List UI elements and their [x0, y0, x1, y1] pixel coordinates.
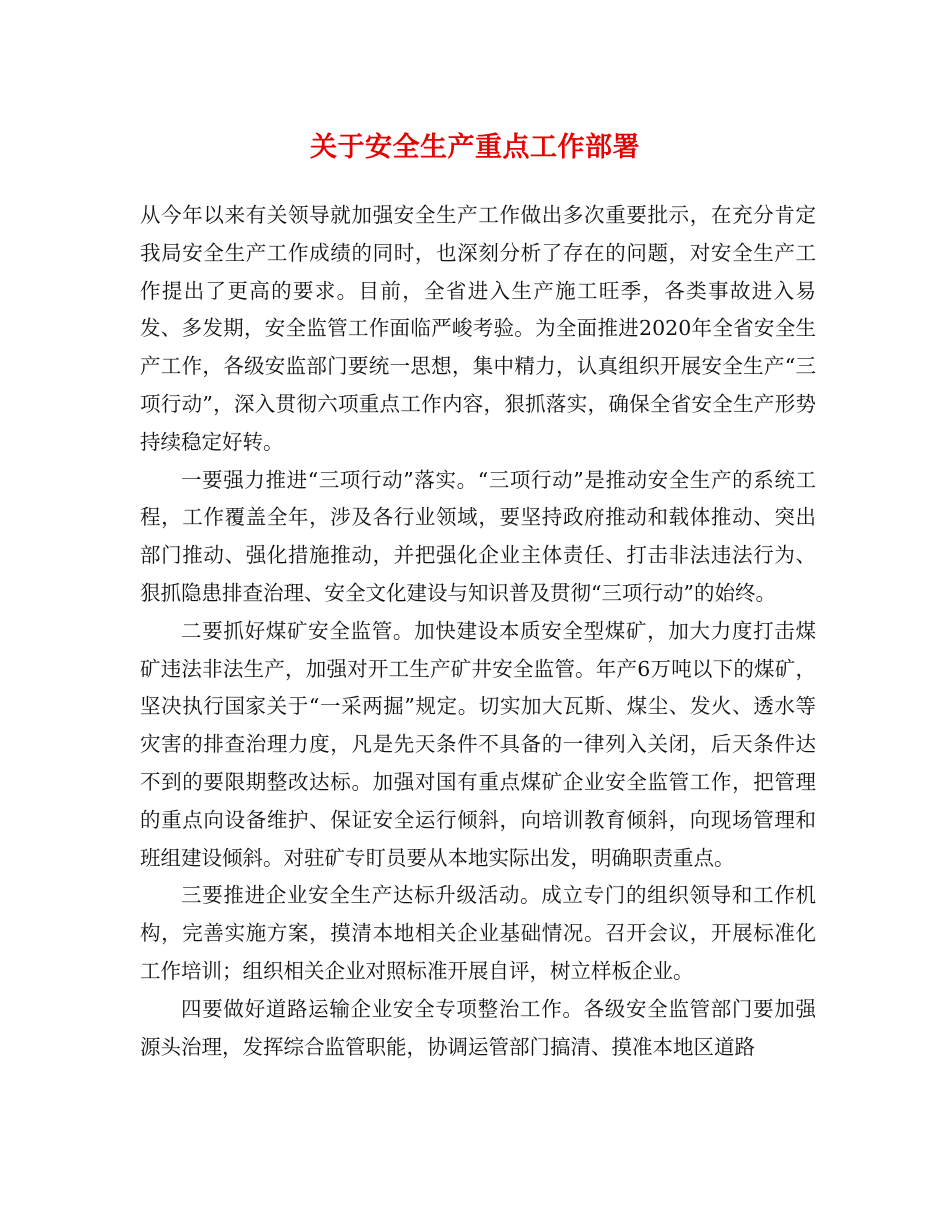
paragraph-item-2: 二要抓好煤矿安全监管。加快建设本质安全型煤矿，加大力度打击煤矿违法非法生产，加强对开工生产矿井安全监管。年产6万吨以下的煤矿，坚决执行国家关于“一采两掘”规定。切实加大瓦斯、煤尘、发火、透水等灾害的排查治理力度，凡是先天条件不具备的一律列入关闭，后天条件达不到的要限期整改达标。加强对国有重点煤矿企业安全监管工作，把管理的重点向设备维护、保证安全运行倾斜，向培训教育倾斜，向现场管理和班组建设倾斜。对驻矿专盯员要从本地实际出发，明确职责重点。 — [140, 618, 816, 870]
paragraph-item-1: 一要强力推进“三项行动”落实。“三项行动”是推动安全生产的系统工程，工作覆盖全年，涉及各行业领域，要坚持政府推动和载体推动、突出部门推动、强化措施推动，并把强化企业主体责任、打击非法违法行为、狠抓隐患排查治理、安全文化建设与知识普及贯彻“三项行动”的始终。 — [140, 467, 816, 605]
document-title: 关于安全生产重点工作部署 — [310, 132, 640, 163]
paragraph-item-3: 三要推进企业安全生产达标升级活动。成立专门的组织领导和工作机构，完善实施方案，摸清本地相关企业基础情况。召开会议，开展标准化工作培训；组织相关企业对照标准开展自评，树立样板企业。 — [140, 883, 816, 983]
paragraph-intro: 从今年以来有关领导就加强安全生产工作做出多次重要批示，在充分肯定我局安全生产工作成绩的同时，也深刻分析了存在的问题，对安全生产工作提出了更高的要求。目前，全省进入生产施工旺季，各类事故进入易发、多发期，安全监管工作面临严峻考验。为全面推进2020年全省安全生产工作，各级安监部门要统一思想，集中精力，认真组织开展安全生产“三项行动”，深入贯彻六项重点工作内容，狠抓落实，确保全省安全生产形势持续稳定好转。 — [140, 203, 816, 454]
document-body — [140, 197, 816, 1066]
paragraph-item-4: 四要做好道路运输企业安全专项整治工作。各级安全监管部门要加强源头治理，发挥综合监管职能，协调运管部门搞清、摸准本地区道路 — [140, 996, 816, 1059]
